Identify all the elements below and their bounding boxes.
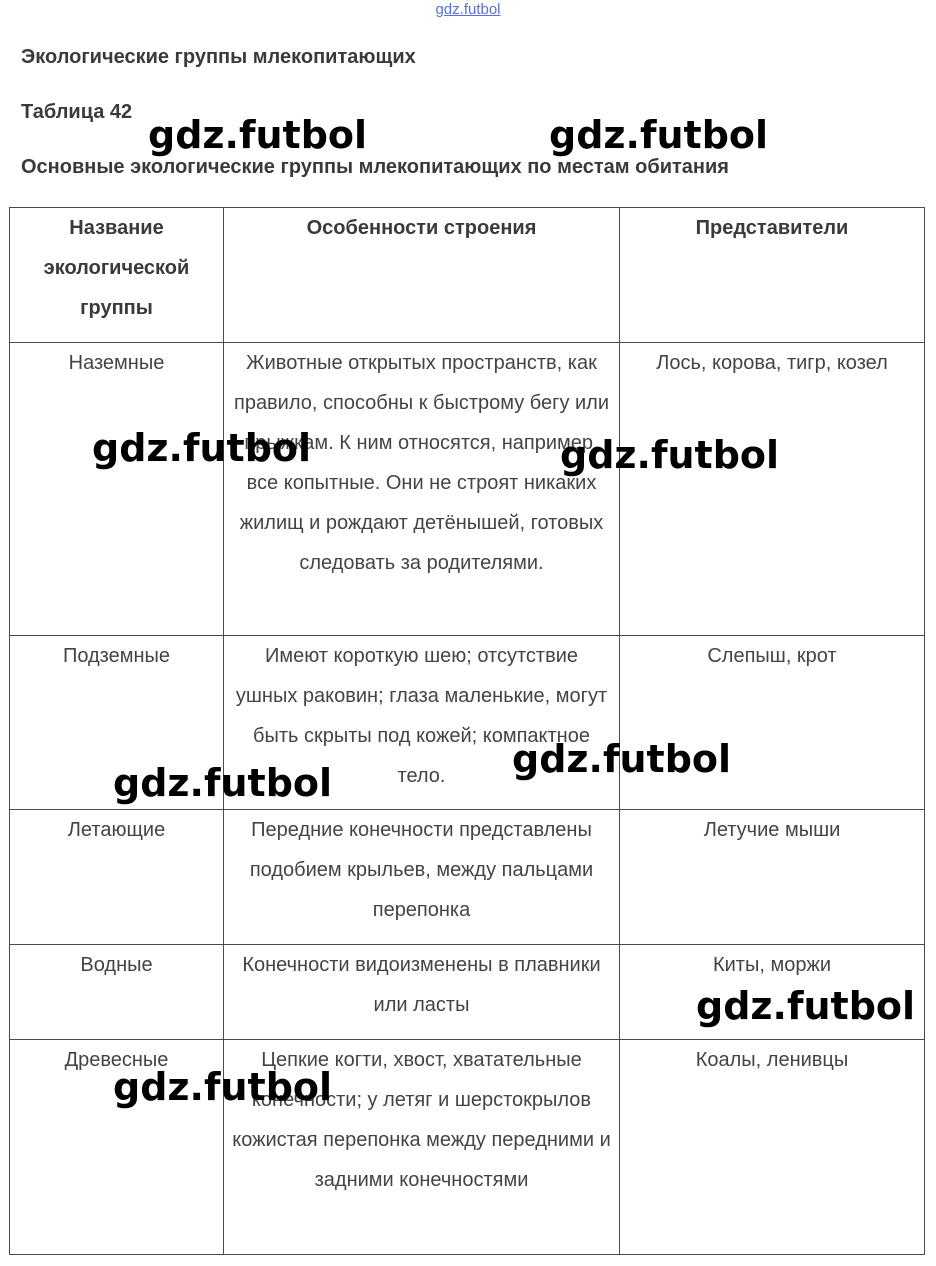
cell-features: Передние конечности представлены подобием крыльев, между пальцами перепонка — [224, 810, 620, 945]
watermark: gdz.futbol — [560, 433, 780, 477]
watermark: gdz.futbol — [113, 761, 333, 805]
cell-examples: Слепыш, крот — [620, 636, 925, 810]
header-examples: Представители — [620, 208, 925, 343]
watermark: gdz.futbol — [148, 113, 368, 157]
watermark: gdz.futbol — [512, 737, 732, 781]
cell-group: Летающие — [10, 810, 224, 945]
cell-group: Водные — [10, 945, 224, 1040]
cell-features: Имеют короткую шею; отсутствие ушных раковин; глаза маленькие, могут быть скрыты под кожей; компактное тело. — [224, 636, 620, 810]
table-row — [10, 343, 925, 636]
header-features: Особенности строения — [224, 208, 620, 343]
cell-group: Древесные — [10, 1040, 224, 1255]
table-row — [10, 810, 925, 945]
watermark: gdz.futbol — [549, 113, 769, 157]
cell-features: Цепкие когти, хвост, хватательные конечности; у летяг и шерстокрылов кожистая перепонка между передними и задними конечностями — [224, 1040, 620, 1255]
header-group-name: Название экологической группы — [10, 208, 224, 343]
table-header-row — [10, 208, 925, 343]
page-title: Экологические группы млекопитающих — [21, 46, 416, 68]
watermark: gdz.futbol — [92, 426, 312, 470]
cell-group: Наземные — [10, 343, 224, 636]
site-link[interactable]: gdz.futbol — [435, 1, 501, 18]
cell-examples: Лось, корова, тигр, козел — [620, 343, 925, 636]
cell-examples: Киты, моржи — [620, 945, 925, 1040]
cell-examples: Летучие мыши — [620, 810, 925, 945]
table-caption: Основные экологические группы млекопитающих по местам обитания — [21, 156, 729, 178]
cell-examples: Коалы, ленивцы — [620, 1040, 925, 1255]
watermark: gdz.futbol — [696, 984, 916, 1028]
cell-features: Животные открытых пространств, как правило, способны к быстрому бегу или прыжкам. К ним относятся, например, все копытные. Они не строят никаких жилищ и рождают детёнышей, готовых следовать за родителями. — [224, 343, 620, 636]
watermark: gdz.futbol — [113, 1065, 333, 1109]
cell-features: Конечности видоизменены в плавники или ласты — [224, 945, 620, 1040]
cell-group: Подземные — [10, 636, 224, 810]
table-number: Таблица 42 — [21, 101, 133, 123]
